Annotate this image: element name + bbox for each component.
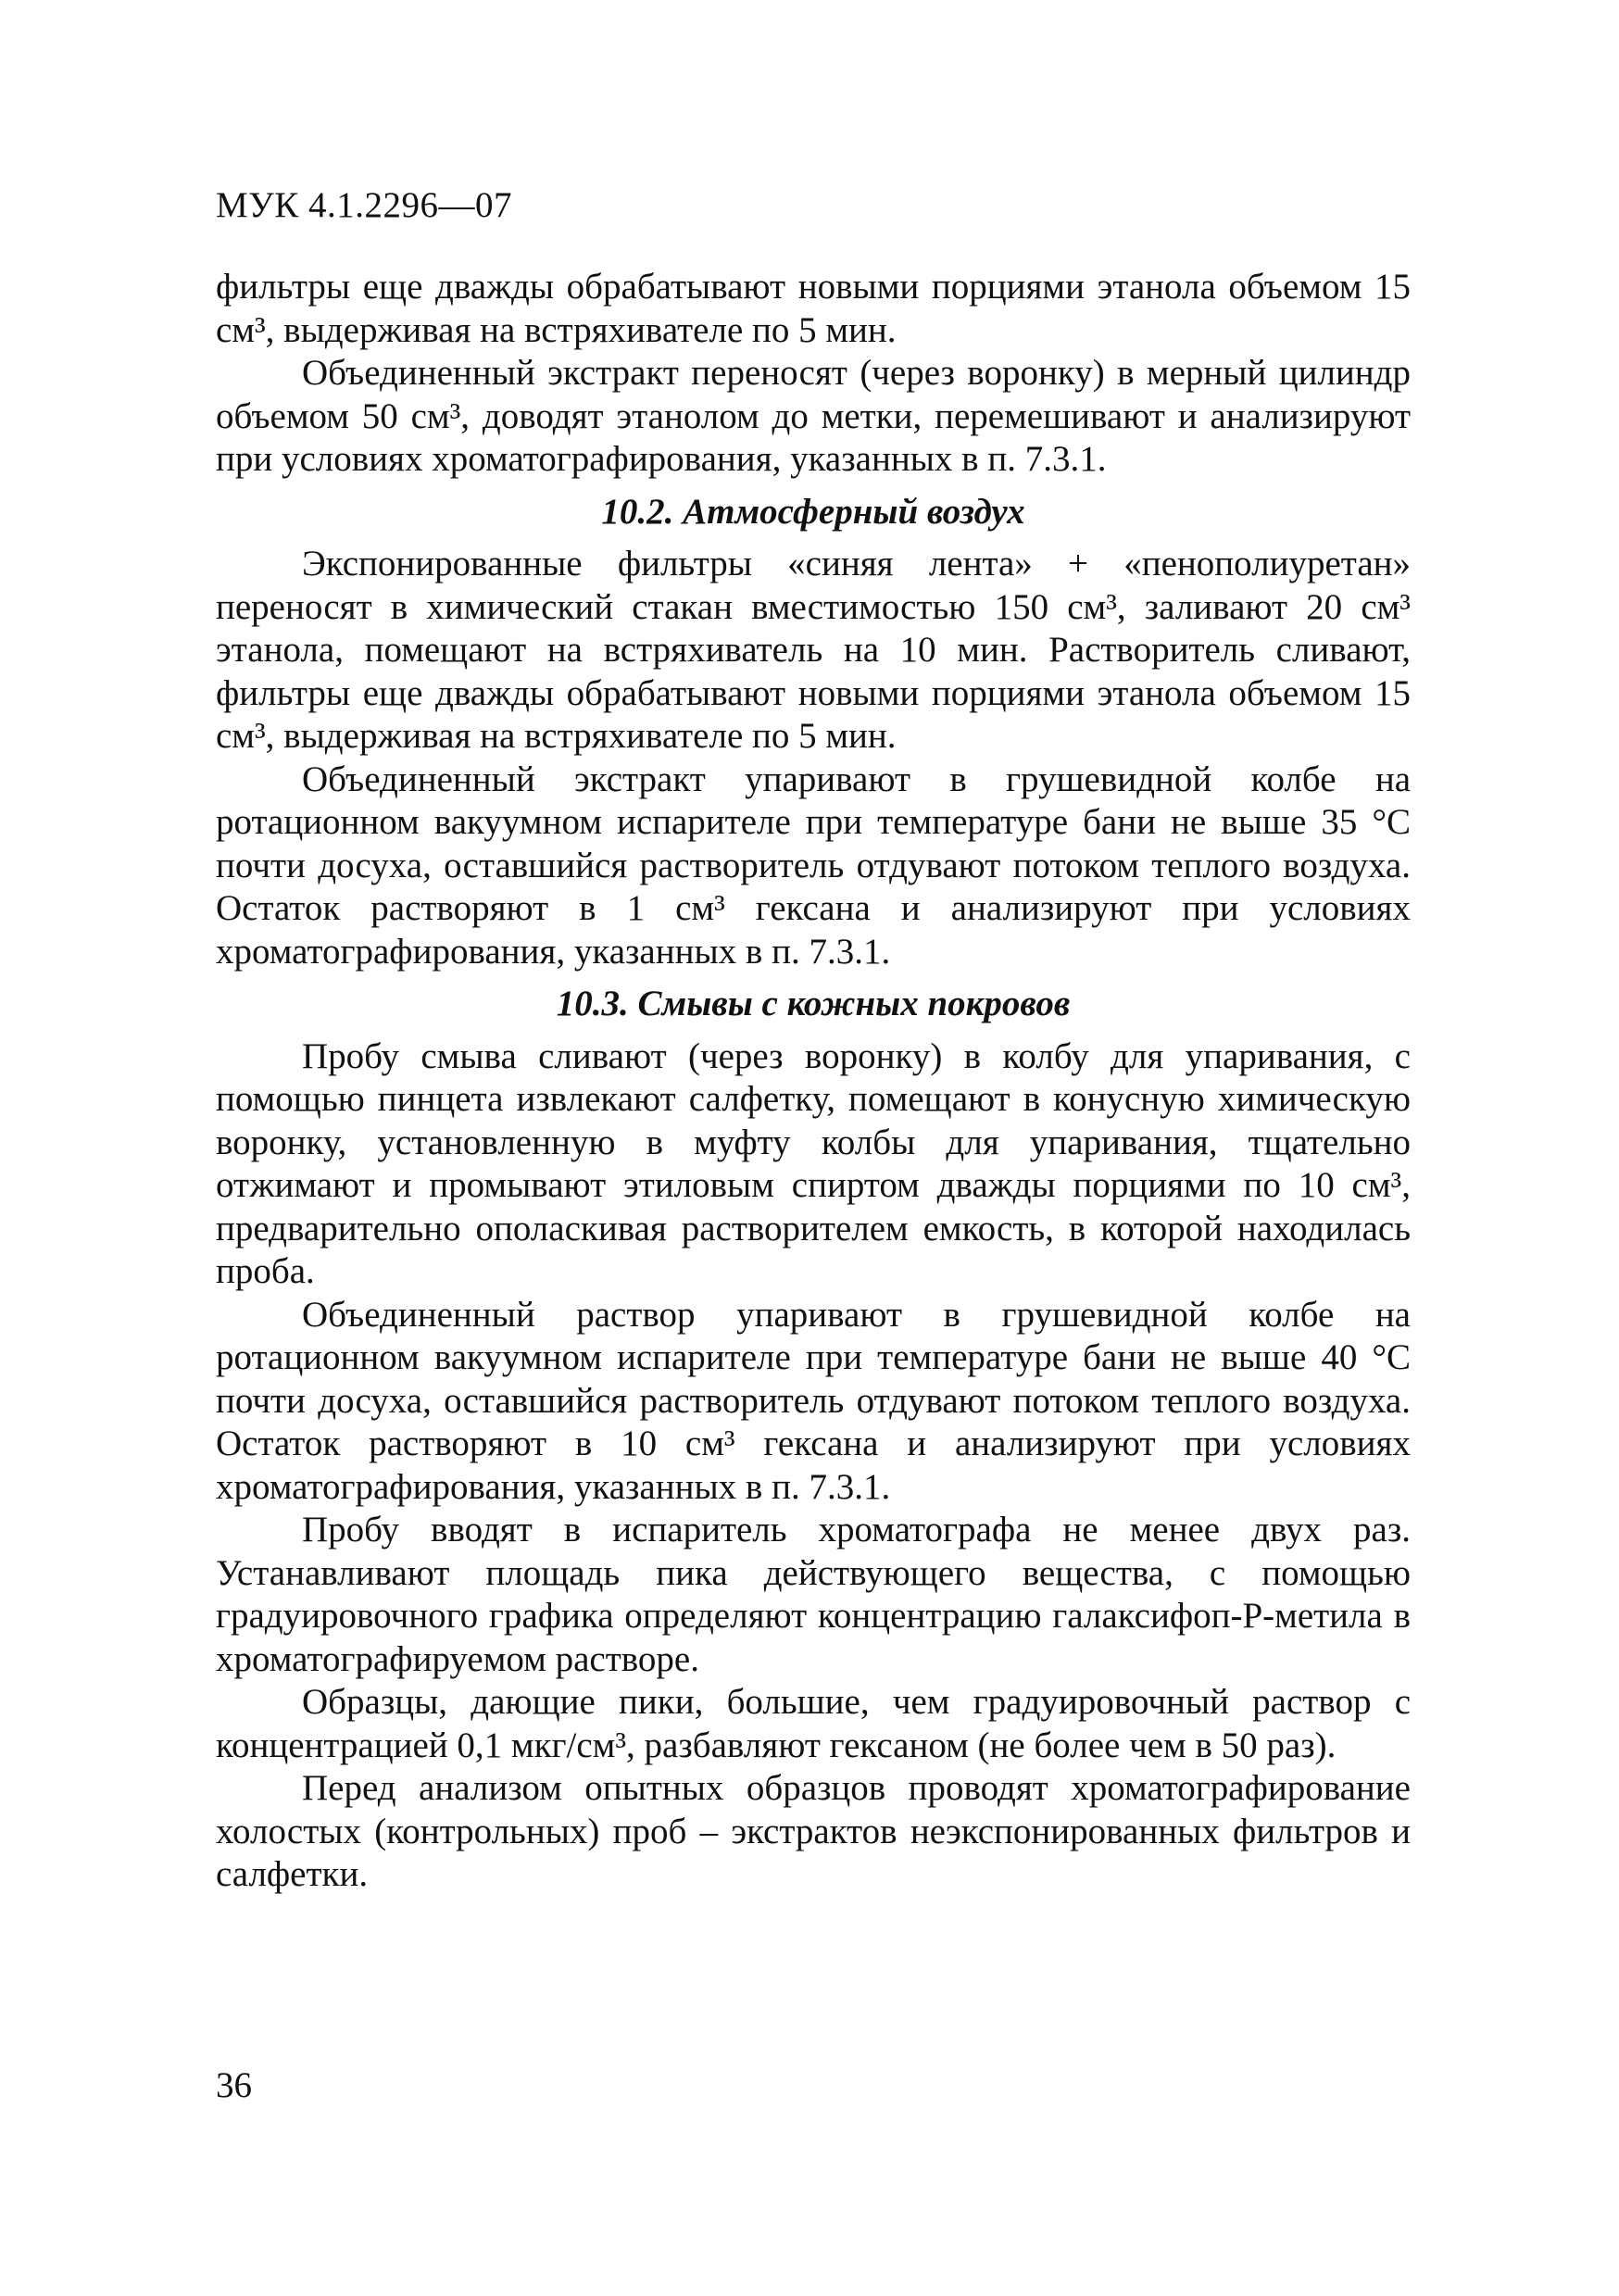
paragraph-continuation: фильтры еще дважды обрабатывают новыми порциями этанола объемом 15 см³, выдерживая на встряхивателе по 5 мин. bbox=[216, 267, 1411, 350]
paragraph: Экспонированные фильтры «синяя лента» + «пенополиуретан» переносят в химический стакан вместимостью 150 см³, заливают 20 см³ этанола, помещают на встряхиватель на 10 мин. Растворитель сливают, фильтры еще дважды обрабатывают новыми порциями этанола объемом 15 см³, выдерживая на встряхивателе по 5 мин. bbox=[216, 544, 1411, 756]
paragraph: Образцы, дающие пики, большие, чем градуировочный раствор с концентрацией 0,1 мкг/см³, разбавляют гексаном (не более чем в 50 раз). bbox=[216, 1682, 1411, 1765]
paragraph: Объединенный раствор упаривают в грушевидной колбе на ротационном вакуумном испарителе при температуре бани не выше 40 °C почти досуха, оставшийся растворитель отдувают потоком теплого воздуха. Остаток растворяют в 10 см³ гексана и анализируют при условиях хроматографирования, указанных в п. 7.3.1. bbox=[216, 1294, 1411, 1507]
paragraph: Объединенный экстракт переносят (через воронку) в мерный цилиндр объемом 50 см³, доводят этанолом до метки, перемешивают и анализируют при условиях хроматографирования, указанных в п. 7.3.1. bbox=[216, 353, 1411, 479]
paragraph: Объединенный экстракт упаривают в грушевидной колбе на ротационном вакуумном испарителе при температуре бани не выше 35 °C почти досуха, оставшийся растворитель отдувают потоком теплого воздуха. Остаток растворяют в 1 см³ гексана и анализируют при условиях хроматографирования, указанных в п. 7.3.1. bbox=[216, 759, 1411, 972]
paragraph: Перед анализом опытных образцов проводят хроматографирование холостых (контрольных) проб – экстрактов неэкспонированных фильтров и салфетки. bbox=[216, 1768, 1411, 1894]
paragraph: Пробу вводят в испаритель хроматографа не менее двух раз. Устанавливают площадь пика действующего вещества, с помощью градуировочного графика определяют концентрацию галаксифоп-Р-метила в хроматографируемом растворе. bbox=[216, 1510, 1411, 1679]
section-heading-10-3: 10.3. Смывы с кожных покровов bbox=[556, 984, 1071, 1023]
section-heading-10-2: 10.2. Атмосферный воздух bbox=[601, 491, 1025, 532]
page-number: 36 bbox=[216, 2065, 252, 2105]
page-body bbox=[216, 266, 1411, 1897]
running-header: МУК 4.1.2296—07 bbox=[216, 185, 513, 225]
paragraph: Пробу смыва сливают (через воронку) в колбу для упаривания, с помощью пинцета извлекают салфетку, помещают в конусную химическую воронку, установленную в муфту колбы для упаривания, тщательно отжимают и промывают этиловым спиртом дважды порциями по 10 см³, предварительно ополаскивая растворителем емкость, в которой находилась проба. bbox=[216, 1035, 1411, 1291]
